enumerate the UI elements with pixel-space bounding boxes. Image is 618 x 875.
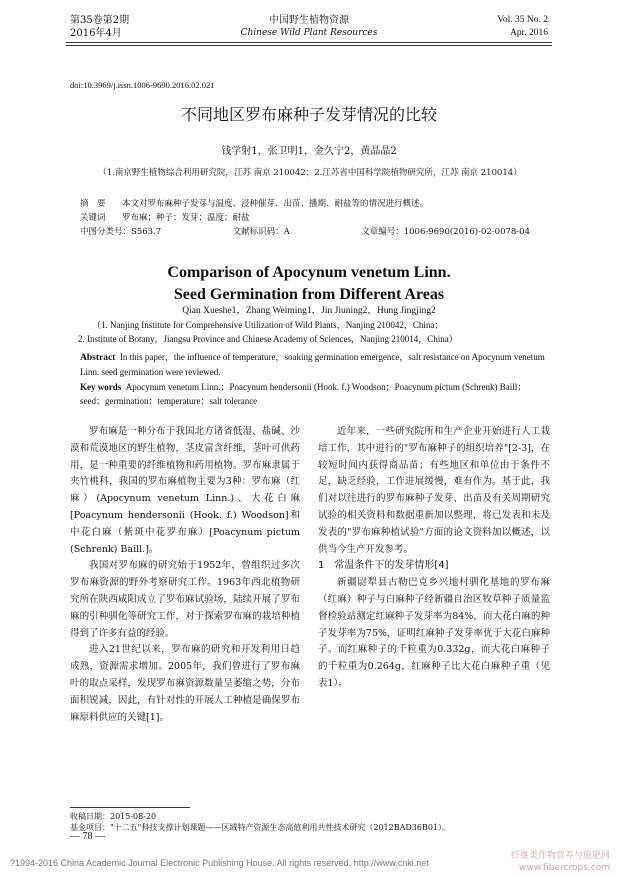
journal-name-en: Chinese Wild Plant Resources: [240, 28, 378, 38]
watermark-line-2: www.fibercrops.com: [519, 863, 610, 873]
date-en: Apr. 2016: [510, 28, 548, 38]
section-heading-1: 1 常温条件下的发芽情形[4]: [318, 560, 449, 572]
affiliation-en: [78, 318, 548, 346]
abstract-en-label: Abstract: [80, 353, 116, 363]
header-rule-2: [66, 45, 552, 46]
abstract-en: [80, 350, 550, 379]
volume-en: Vol. 35 No. 2: [497, 15, 548, 25]
authors-en: Qian Xueshe1，Zhang Weiming1，Jin Jiuning2，Hung Jingjing2: [182, 306, 436, 316]
keywords-en-label: Key words: [80, 382, 122, 392]
footnote-rule: [70, 807, 190, 808]
paragraph: 新疆尉犁县古勒巴克乡兴地村驯化基地的罗布麻（红麻）种子与白麻种子经新疆自治区牧草种子质量监督检验站测定红麻种子发芽率为84%，而大花白麻的种子发芽率为75%，证明红麻种子发芽率优于大花白麻种子。而红麻种子的千粒重为0.332g，而大花白麻种子的千粒重为0.264g，红麻种子比大花白麻种子重（见表1）。: [318, 577, 550, 689]
authors-zh: 钱学射1，张卫明1，金久宁2，黄晶晶2: [221, 146, 397, 157]
keywords-en-text: Apocynum venetum Linn.；Poacynum hendersonii (Hook. f.) Woodson；Poacynum pictum (Schrenk) Baill；seed；germination；temperature；salt tolerance: [80, 382, 527, 406]
journal-name-zh: 中国野生植物资源: [269, 15, 349, 26]
copyright-line: ?1994-2016 China Academic Journal Electronic Publishing House. All rights reserved. http://www.cnki.net: [10, 858, 429, 868]
issue-line-1: 第35卷第2期: [70, 15, 130, 26]
title-zh: 不同地区罗布麻种子发芽情况的比较: [180, 105, 437, 124]
abstract-zh-label: 摘 要: [80, 199, 106, 209]
abstract-zh: [80, 197, 550, 239]
header-rule: [66, 42, 552, 43]
article-number: 文章编号：1006-9690(2016)-02-0078-04: [361, 227, 530, 237]
watermark: [511, 850, 610, 874]
abstract-zh-text: 本文对罗布麻种子发芽与温度、浸种催芽、出苗、播期、耐盐等的情况进行概述。: [122, 199, 429, 209]
paragraph: 罗布麻是一种分布于我国北方诸省低湿、盐碱、沙漠和荒漠地区的野生植物，茎皮富含纤维，茎叶可供药用，是一种重要的纤维植物和药用植物。罗布麻隶属于夹竹桃科，我国的罗布麻植物主要为3种：罗布麻（红麻）(Apocynum venetum Linn.)、大花白麻[Poacynum hendersonii (Hook. f.) Woodson]和中花白麻（紫斑中花罗布麻）[Poacynum pictum (Schrenk) Baill.]。: [70, 426, 300, 555]
abstract-en-text: In this paper，the influence of temperature，soaking germination emergence，salt resistance on Apocynum venetum Linn. seed germination were reviewed.: [80, 352, 545, 377]
body-left-column: [70, 424, 300, 726]
paragraph: 我国对罗布麻的研究始于1952年，曾组织过多次罗布麻资源的野外考察研究工作。1963年西北植物研究所在陕西咸阳成立了罗布麻试验场，陆续开展了罗布麻的引种驯化等研究工作，对于探索罗布麻的栽培种植得到了许多有益的经验。: [70, 560, 300, 639]
watermark-line-1: 纤维类作物营养与施肥网: [510, 851, 610, 861]
keywords-en: [80, 380, 550, 408]
footnote-fund: 基金项目："十二五"科技支撑计划课题——区域特产资源生态高值利用共性技术研究（2012BAD36B01）。: [70, 823, 451, 832]
paragraph: 近年来，一些研究院所和生产企业开始进行人工栽培工作，其中进行的"罗布麻种子的组织培养"[2-3]，在较短时间内获得商品苗；有些地区和单位由于条件不足，缺乏经验，工作进展缓慢，难有作为。基于此，我们对以往进行的罗布麻种子发芽、出苗及有关周期研究试验的相关资料和数据重新加以整理，将已发表和未及发表的"罗布麻种植试验"方面的论文资料加以概述，以供当今生产开发参考。: [318, 426, 550, 555]
keywords-zh-label: 关键词: [80, 213, 106, 223]
document-code: 文献标识码：A: [232, 227, 290, 237]
body-right-column: [318, 424, 550, 693]
clc-number: 中图分类号：S563.7: [80, 227, 162, 237]
affiliation-zh: （1.南京野生植物综合利用研究院，江苏 南京 210042；2.江苏省中国科学院植物研究所，江苏 南京 210014）: [98, 168, 522, 178]
footnotes: [70, 811, 550, 833]
paragraph: 进入21世纪以来，罗布麻的研究和开发利用日趋成熟，资源需求增加。2005年，我们曾进行了罗布麻叶的取点采样，发现罗布麻资源数量呈萎缩之势，分布面积锐减，因此，有针对性的开展人工种植是确保罗布麻原料供应的关键[1]。: [70, 644, 300, 723]
issue-info-en: [497, 14, 548, 40]
issue-line-2: 2016年4月: [70, 28, 122, 39]
title-en-line-2: Seed Germination from Different Areas: [173, 286, 445, 303]
footnote-received: 收稿日期：2015-08-20: [70, 812, 157, 821]
doi[interactable]: doi:10.3969/j.issn.1006-9690.2016.02.021: [70, 80, 215, 90]
title-en-line-1: Comparison of Apocynum venetum Linn.: [167, 264, 451, 281]
keywords-zh-text: 罗布麻；种子；发芽；温度；耐盐: [122, 213, 250, 223]
title-en: [0, 262, 618, 306]
affiliation-en-2: 2. Institute of Botany，Jiangsu Province and Chinese Academy of Sciences，Nanjing 210014，China）: [78, 334, 458, 344]
page-number: — 78 —: [70, 831, 105, 842]
affiliation-en-1: （1. Nanjing Institute for Comprehensive Utilization of Wild Plants，Nanjing 210042，China；: [92, 320, 444, 330]
